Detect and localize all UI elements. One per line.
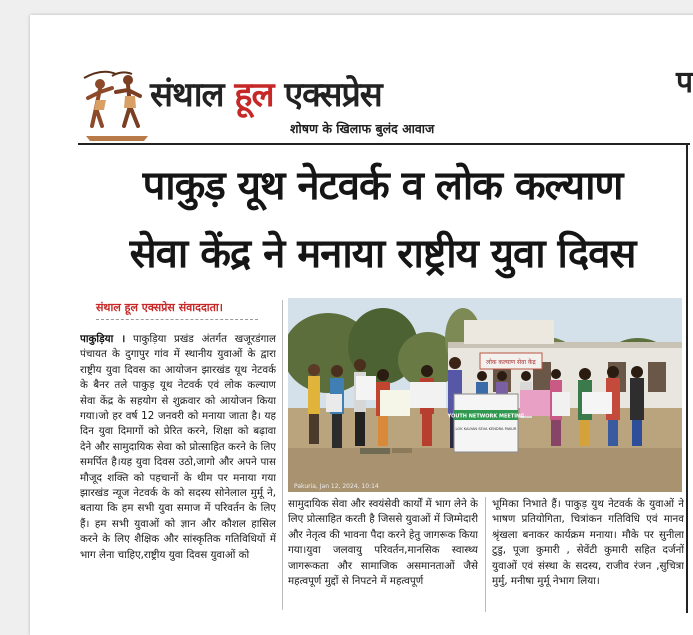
- event-photo: [288, 298, 682, 492]
- column-separator: [485, 497, 486, 612]
- article-dateline: पाकुड़िया ।: [80, 333, 126, 345]
- masthead-part-hool: हूल: [234, 75, 274, 115]
- banner-subtitle-text: LOK KALYAN SEVA KENDRA PAKUR: [455, 427, 517, 431]
- column-separator: [282, 300, 283, 610]
- right-column-rule: [686, 143, 688, 613]
- article-headline: [80, 152, 685, 288]
- adjacent-column-letter: प: [676, 65, 693, 100]
- masthead-part-santhal: संथाल: [150, 75, 235, 115]
- event-photo-scene: [288, 298, 682, 492]
- photo-credit: Pakuria, Jan 12, 2024, 10:14: [294, 483, 379, 490]
- banner-title-text: YOUTH NETWORK MEETING: [447, 413, 525, 420]
- article-byline: संथाल हूल एक्सप्रेस संवाददाता।: [96, 300, 258, 320]
- masthead-part-express: एक्सप्रेस: [273, 75, 382, 115]
- headline-line-1: पाकुड़ यूथ नेटवर्क व लोक कल्याण: [142, 163, 623, 209]
- article-column-3: भूमिका निभाते हैं। पाकुड़ युथ नेटवर्क के युवाओं ने भाषण प्रतियोगिता, चित्रांकन गतिविधि एवं मानव श्रृंखला बनाकर कार्यक्रम मनाया। मौके पर सुनीला टुडु, पूजा कुमारी , सेवेंटी कुमारी सहित दर्जनों युवाओं एवं संस्था के सदस्य, राजीव रंजन ,सुचित्रा मुर्मु, मनीषा मुर्मू नेभाग लिया।: [492, 498, 684, 588]
- column-1-text: पाकुड़िया प्रखंड अंतर्गत खजूरडंगाल पंचायत के दुगापुर गांव में स्थानीय युवाओं के द्वारा राष्ट्रीय युवा दिवस का आयोजन झारखंड यूथ नेटवर्क के बैनर तले पाकुड़ यूथ नेटवर्क एवं लोक कल्याण सेवा केंद्र के सहयोग से शुक्रवार को आयोजन किया गया।जो हर वर्ष 12 जनवरी को मनाया जाता है। यह दिन युवा दिमागों को प्रेरित करने, शिक्षा को बढ़ावा देने और सामुदायिक सेवा को प्रोत्साहित करने के लिए समर्पित है।यह युवा दिवस उठो,जागो और अपने पास मौजूद शक्ति को पहचानों के थीम पर मनाया गया झारखंड न्यूज नेटवर्क के को सदस्य सोनेलाल मुर्मू ने, बताया कि हम सभी युवा समाज में परिवर्तन के लिए हैं। हम सभी युवाओं को ज्ञान और कौशल हासिल करने के लिए शैक्षिक और सांस्कृतिक गतिविधियों में भाग लेना चाहिए,राष्ट्रीय युवा दिवस युवाओं को: [80, 333, 276, 561]
- article-column-1: [80, 332, 276, 612]
- article-column-2: सामुदायिक सेवा और स्वयंसेवी कार्यों में भाग लेने के लिए प्रोत्साहित करती है जिससे युवाओं में जिम्मेदारी और नेतृत्व की भावना पैदा करने हेतु जागरूक किया गया।युवा जलवायु परिवर्तन,मानसिक स्वास्थ्य जागरूकता और सामाजिक असमानताओं जैसे महत्वपूर्ण मुद्दों से निपटने में महत्वपूर्ण: [288, 498, 478, 588]
- headline-line-2: सेवा केंद्र ने मनाया राष्ट्रीय युवा दिवस: [129, 231, 636, 277]
- tribal-warriors-logo-icon: [82, 68, 152, 142]
- building-sign-text: लोक कल्याण सेवा केंद्र: [486, 359, 536, 366]
- masthead-rule: [78, 143, 690, 145]
- masthead-tagline: शोषण के खिलाफ बुलंद आवाज: [290, 121, 435, 136]
- newspaper-masthead: [150, 74, 382, 116]
